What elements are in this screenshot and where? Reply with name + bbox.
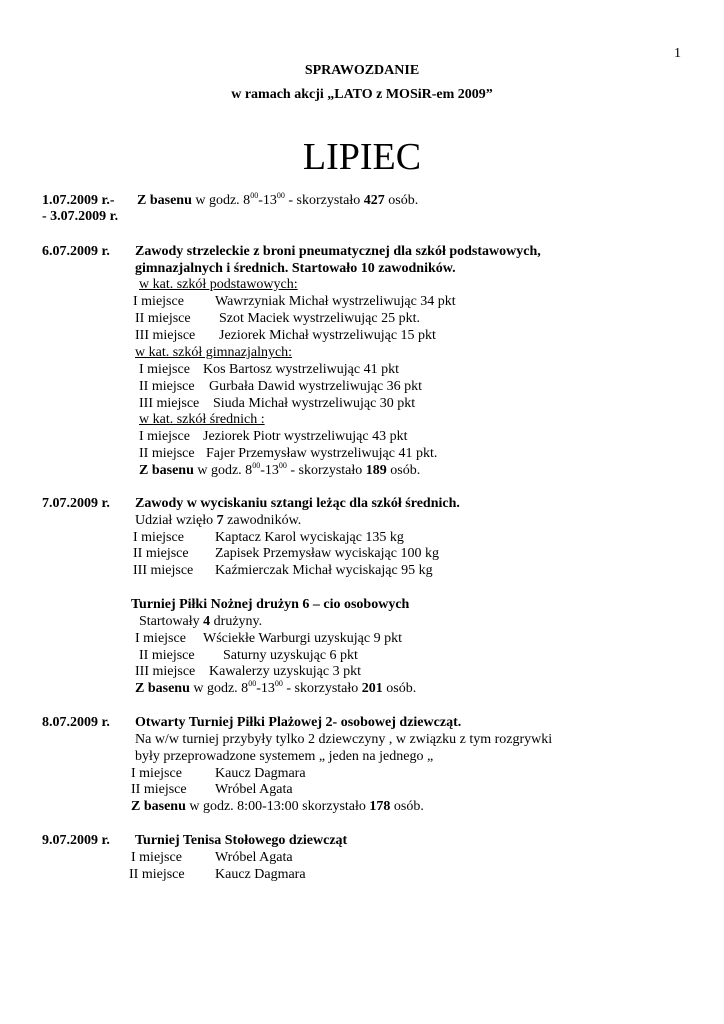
result-text: Gurbała Dawid wystrzeliwując 36 pkt xyxy=(209,379,423,394)
result-text: Kaucz Dagmara xyxy=(215,766,306,781)
result-place: III miejsce xyxy=(139,396,200,411)
event-title: gimnazjalnych i średnich. Startowało 10 zawodników. xyxy=(135,261,456,276)
result-text: Wściekłe Warburgi uzyskując 9 pkt xyxy=(203,631,402,646)
result-text: Saturny uzyskując 6 pkt xyxy=(223,648,358,663)
pool-line: Z basenu w godz. 8:00-13:00 skorzystało 178 osób. xyxy=(131,799,424,814)
result-text: Kaptacz Karol wyciskając 135 kg xyxy=(215,530,404,545)
result-text: Wróbel Agata xyxy=(215,782,293,797)
result-place: II miejsce xyxy=(133,546,189,561)
pool-count: 427 xyxy=(363,193,385,208)
result-place: III miejsce xyxy=(135,328,196,343)
date-label: 6.07.2009 r. xyxy=(42,244,110,259)
result-text: Zapisek Przemysław wyciskając 100 kg xyxy=(215,546,439,561)
result-text: Kos Bartosz wystrzeliwując 41 pkt xyxy=(203,362,399,377)
result-text: Kaźmierczak Michał wyciskając 95 kg xyxy=(215,563,433,578)
result-text: Kaucz Dagmara xyxy=(215,867,306,882)
date-label: 1.07.2009 r.- xyxy=(42,193,115,208)
pool-label: Z basenu xyxy=(131,799,186,814)
date-label: 8.07.2009 r. xyxy=(42,715,110,730)
result-text: Szot Maciek wystrzeliwując 25 pkt. xyxy=(219,311,421,326)
result-place: II miejsce xyxy=(139,648,195,663)
pool-line: Z basenu w godz. $8^{00}-13^{00}$ - skorzystało 201 osób. xyxy=(135,679,417,696)
event-title: Zawody w wyciskaniu sztangi leżąc dla szkół średnich. xyxy=(135,496,460,511)
result-place: I miejsce xyxy=(133,294,184,309)
report-title: SPRAWOZDANIE xyxy=(304,63,420,78)
result-place: III miejsce xyxy=(135,664,196,679)
result-text: Fajer Przemysław wystrzeliwując 41 pkt. xyxy=(206,446,438,461)
page-number: 1 xyxy=(674,46,681,61)
result-text: Kawalerzy uzyskując 3 pkt xyxy=(209,664,361,679)
date-label: - 3.07.2009 r. xyxy=(42,209,119,224)
result-place: I miejsce xyxy=(135,631,186,646)
result-text: Jeziorek Piotr wystrzeliwując 43 pkt xyxy=(203,429,408,444)
result-place: II miejsce xyxy=(129,867,185,882)
pool-label: Z basenu xyxy=(137,193,192,208)
pool-label: Z basenu xyxy=(135,681,190,696)
category-heading: w kat. szkół podstawowych: xyxy=(139,277,298,292)
pool-count: 189 xyxy=(365,463,387,478)
result-place: I miejsce xyxy=(131,766,182,781)
result-place: II miejsce xyxy=(135,311,191,326)
date-label: 7.07.2009 r. xyxy=(42,496,110,511)
report-subtitle: w ramach akcji „LATO z MOSiR-em 2009” xyxy=(231,87,493,102)
note-line: były przeprowadzone systemem „ jeden na jednego „ xyxy=(135,749,434,764)
result-text: Wawrzyniak Michał wystrzeliwując 34 pkt xyxy=(215,294,456,309)
result-place: I miejsce xyxy=(139,429,190,444)
pool-label: Z basenu xyxy=(139,463,194,478)
result-place: II miejsce xyxy=(139,446,195,461)
result-place: I miejsce xyxy=(131,850,182,865)
category-heading: w kat. szkół średnich : xyxy=(139,412,265,427)
result-text: Siuda Michał wystrzeliwując 30 pkt xyxy=(213,396,416,411)
teams-line: Startowały 4 drużyny. xyxy=(139,614,263,629)
result-place: I miejsce xyxy=(133,530,184,545)
pool-count: 178 xyxy=(369,799,391,814)
event-title: Zawody strzeleckie z broni pneumatycznej dla szkół podstawowych, xyxy=(135,244,541,259)
event-title: Turniej Tenisa Stołowego dziewcząt xyxy=(135,833,348,848)
result-place: III miejsce xyxy=(133,563,194,578)
result-place: II miejsce xyxy=(131,782,187,797)
result-text: Jeziorek Michał wystrzeliwując 15 pkt xyxy=(219,328,436,343)
result-text: Wróbel Agata xyxy=(215,850,293,865)
event-title: Turniej Piłki Nożnej drużyn 6 – cio osobowych xyxy=(131,597,410,612)
pool-line: Z basenu w godz. $8^{00}-13^{00}$ - skorzystało 427 osób. xyxy=(137,191,419,208)
pool-count: 201 xyxy=(361,681,383,696)
month-heading: LIPIEC xyxy=(302,136,422,178)
event-title: Otwarty Turniej Piłki Plażowej 2- osobowej dziewcząt. xyxy=(135,715,462,730)
result-place: II miejsce xyxy=(139,379,195,394)
pool-line: Z basenu w godz. $8^{00}-13^{00}$ - skorzystało 189 osób. xyxy=(139,461,421,478)
participants-line: Udział wzięło 7 zawodników. xyxy=(135,513,302,528)
result-place: I miejsce xyxy=(139,362,190,377)
date-label: 9.07.2009 r. xyxy=(42,833,110,848)
note-line: Na w/w turniej przybyły tylko 2 dziewczyny , w związku z tym rozgrywki xyxy=(135,732,553,747)
category-heading: w kat. szkół gimnazjalnych: xyxy=(135,345,293,360)
